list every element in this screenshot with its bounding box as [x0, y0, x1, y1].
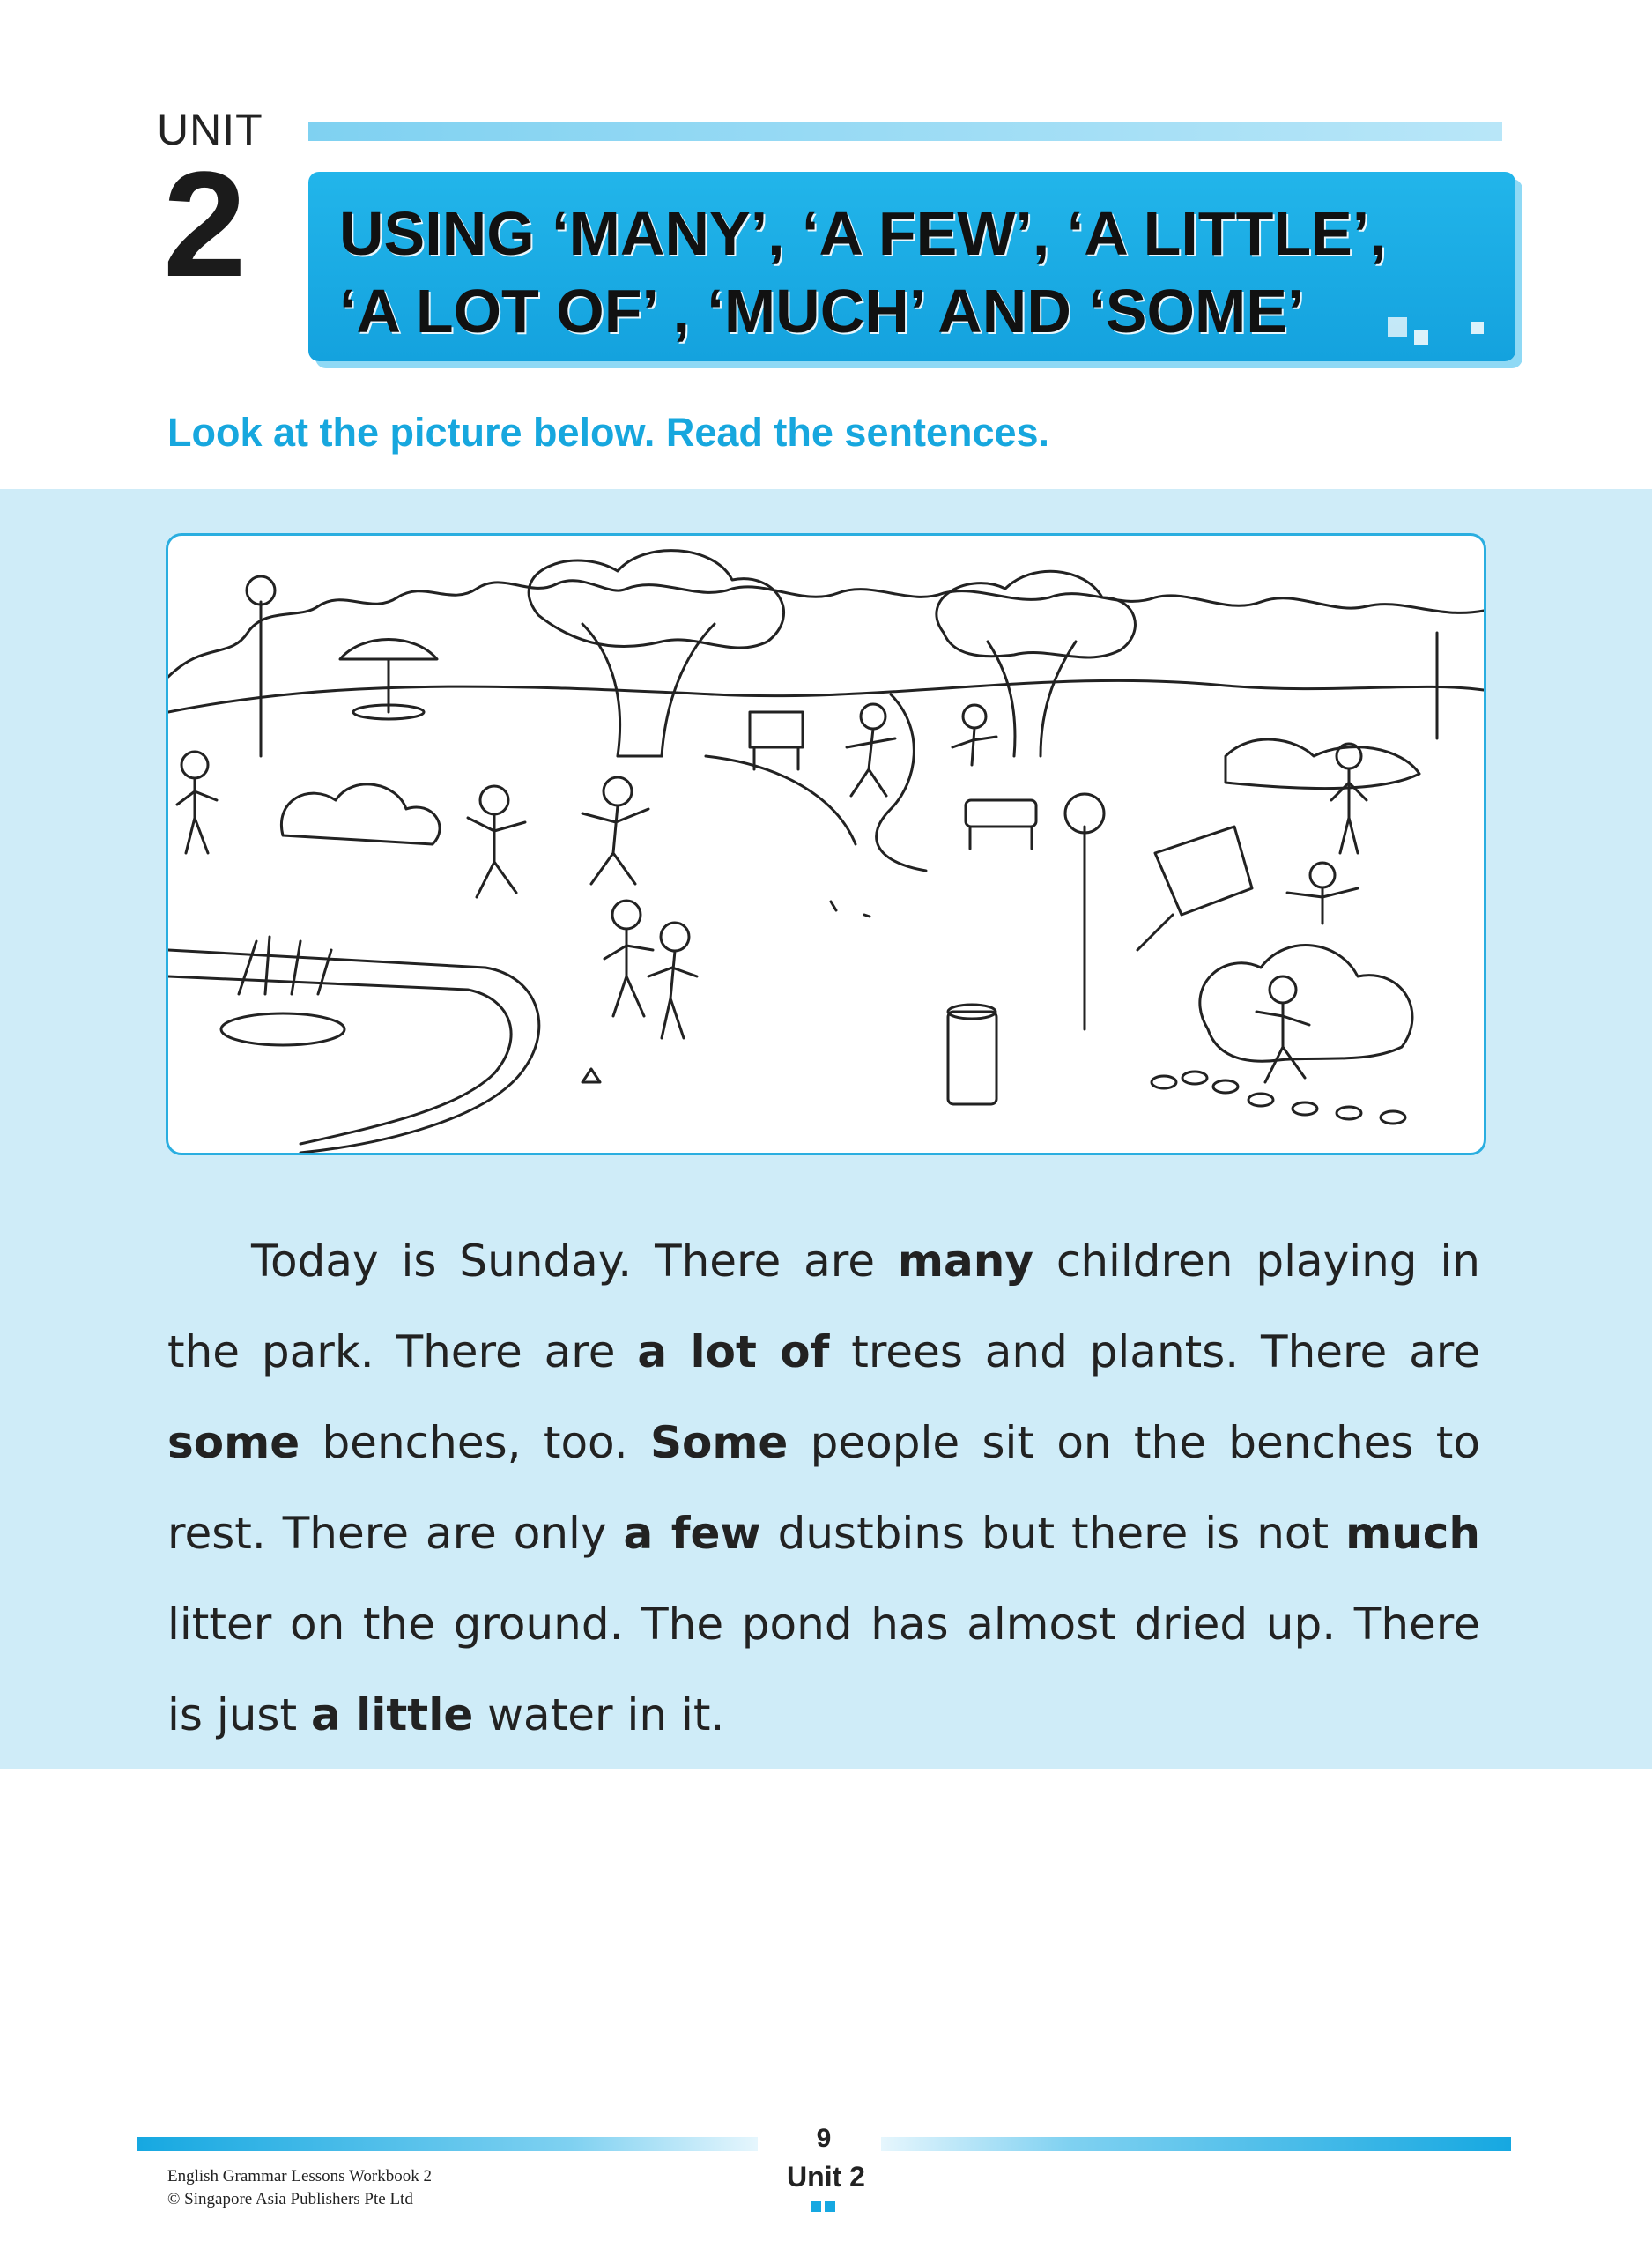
- paragraph-text: people sit on the benches to rest. There are only: [167, 1417, 1480, 1559]
- paragraph-text: Today is Sunday. There are: [251, 1236, 898, 1287]
- footer-decor-squares: [811, 2200, 839, 2216]
- page-number: 9: [816, 2124, 832, 2153]
- copyright: © Singapore Asia Publishers Pte Ltd: [167, 2190, 413, 2208]
- reading-paragraph: [167, 1216, 1480, 1761]
- paragraph-text: trees and plants. There are: [829, 1326, 1480, 1377]
- keyword-some: some: [167, 1417, 300, 1468]
- keyword-some-capital: Some: [649, 1417, 789, 1468]
- footer-credits: [167, 2165, 432, 2211]
- title-line-1: USING ‘MANY’, ‘A FEW’, ‘A LITTLE’,: [339, 199, 1387, 268]
- title-decor-bar: [308, 122, 1502, 141]
- title-box: [308, 172, 1515, 361]
- keyword-much: much: [1345, 1508, 1480, 1559]
- keyword-a-little: a little: [310, 1689, 474, 1740]
- decor-square: [1388, 317, 1407, 337]
- footer-unit-label: Unit 2: [787, 2161, 865, 2193]
- footer-bar-right: [881, 2137, 1511, 2151]
- paragraph-text: water in it.: [473, 1689, 725, 1740]
- paragraph-text: litter on the ground. The pond has almost dried up. There is just: [167, 1599, 1480, 1740]
- park-illustration: [166, 533, 1486, 1155]
- title-line-2: ‘A LOT OF’ , ‘MUCH’ AND ‘SOME’: [339, 277, 1305, 345]
- keyword-a-few: a few: [623, 1508, 761, 1559]
- decor-square: [1471, 322, 1484, 334]
- decor-square: [1414, 330, 1428, 345]
- paragraph-text: children playing in the park. There are: [167, 1236, 1480, 1377]
- footer-bar-left: [137, 2137, 758, 2151]
- book-title: English Grammar Lessons Workbook 2: [167, 2167, 432, 2186]
- park-drawing: [168, 536, 1484, 1153]
- unit-label: UNIT: [157, 105, 263, 154]
- keyword-a-lot-of: a lot of: [637, 1326, 830, 1377]
- instruction-text: Look at the picture below. Read the sentences.: [167, 410, 1050, 455]
- unit-number: 2: [163, 141, 247, 308]
- paragraph-text: dustbins but there is not: [760, 1508, 1346, 1559]
- keyword-many: many: [897, 1236, 1033, 1287]
- paragraph-text: benches, too.: [300, 1417, 650, 1468]
